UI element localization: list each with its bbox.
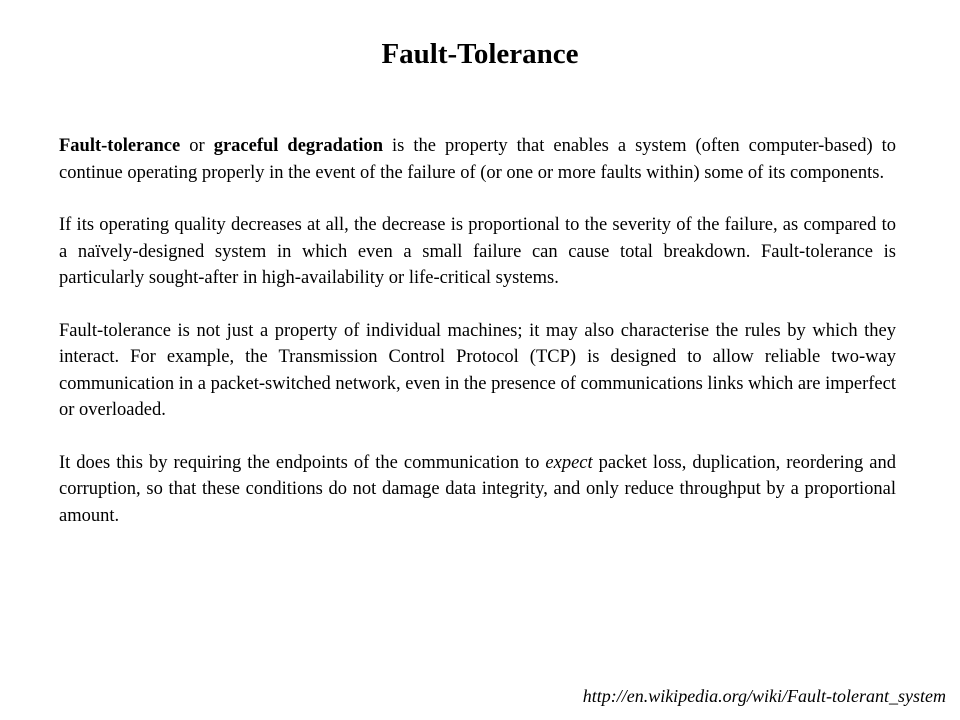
emphasis-expect: expect — [545, 452, 593, 473]
endpoints-text-before: It does this by requiring the endpoints of the communication to — [59, 452, 546, 473]
term-graceful-degradation: graceful degradation — [213, 136, 384, 156]
connector-text: or — [180, 136, 214, 156]
paragraph-operating-quality: If its operating quality decreases at all, the decrease is proportional to the severity of the failure, as compared to a naïvely-designed system in which even a small failure can cause total breakdown. Fault-tolerance is particularly sought-after in high-availability or life-critical systems. — [59, 215, 896, 288]
paragraph-endpoints — [59, 450, 896, 530]
paragraph-definition — [59, 133, 896, 186]
paragraph-tcp-example: Fault-tolerance is not just a property of individual machines; it may also characterise the rules by which they interact. For example, the Transmission Control Protocol (TCP) is designed to allow reliable two-way communication in a packet-switched network, even in the presence of communications links which are imperfect or overloaded. — [59, 320, 896, 420]
term-fault-tolerance: Fault-tolerance — [59, 136, 181, 156]
source-url: http://en.wikipedia.org/wiki/Fault-tolerant_system — [582, 686, 946, 706]
definition-text: is the property that enables a system (often computer-based) to continue operating properly in the event of the failure of (or one or more faults within) some of its components. — [59, 136, 897, 183]
endpoints-text-after: packet loss, duplication, reordering and corruption, so that these conditions do not damage data integrity, and only reduce throughput by a proportional amount. — [59, 452, 896, 526]
slide-body — [59, 133, 896, 555]
slide-title: Fault-Tolerance — [381, 38, 579, 70]
